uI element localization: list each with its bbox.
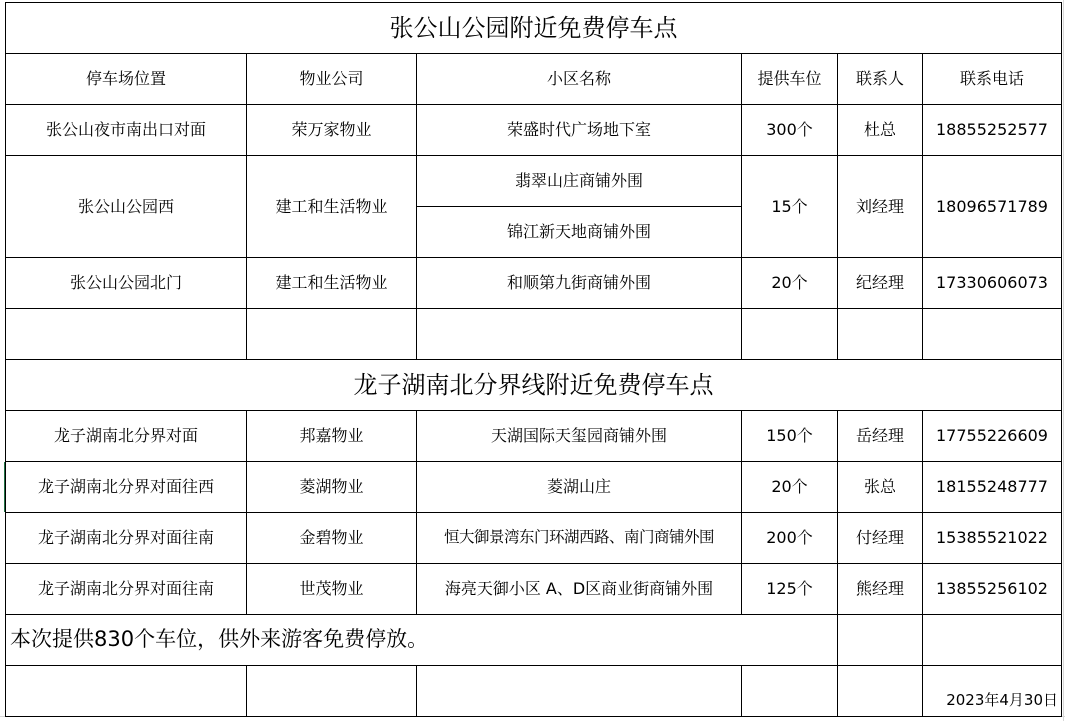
empty-cell[interactable] [247, 309, 417, 360]
empty-cell[interactable] [923, 615, 1062, 666]
cell-contact[interactable]: 张总 [838, 462, 923, 513]
cell-company[interactable]: 建工和生活物业 [247, 156, 417, 258]
cell-community[interactable]: 海亮天御小区 A、D区商业街商铺外围 [417, 564, 742, 615]
cell-phone[interactable]: 17330606073 [923, 258, 1062, 309]
cell-contact[interactable]: 岳经理 [838, 411, 923, 462]
cell-contact[interactable]: 纪经理 [838, 258, 923, 309]
empty-cell[interactable] [838, 309, 923, 360]
cell-community[interactable]: 锦江新天地商铺外围 [417, 207, 742, 258]
cell-spaces[interactable]: 125个 [742, 564, 838, 615]
cell-location[interactable]: 张公山公园西 [6, 156, 247, 258]
empty-row [6, 309, 1062, 360]
empty-cell[interactable] [417, 309, 742, 360]
cell-community[interactable]: 天湖国际天玺园商铺外围 [417, 411, 742, 462]
cell-spaces[interactable]: 200个 [742, 513, 838, 564]
cell-location[interactable]: 张公山夜市南出口对面 [6, 105, 247, 156]
cell-phone[interactable]: 18096571789 [923, 156, 1062, 258]
parking-table [5, 2, 1062, 717]
cell-community[interactable]: 恒大御景湾东门环湖西路、南门商铺外围 [417, 513, 742, 564]
cell-phone[interactable]: 13855256102 [923, 564, 1062, 615]
cell-contact[interactable]: 杜总 [838, 105, 923, 156]
date-cell[interactable]: 2023年4月30日 [923, 666, 1062, 717]
empty-cell[interactable] [838, 615, 923, 666]
empty-cell[interactable] [247, 666, 417, 717]
cell-phone[interactable]: 17755226609 [923, 411, 1062, 462]
cell-location[interactable]: 龙子湖南北分界对面往南 [6, 513, 247, 564]
cell-community[interactable]: 翡翠山庄商铺外围 [417, 156, 742, 207]
empty-cell[interactable] [742, 309, 838, 360]
empty-cell[interactable] [6, 666, 247, 717]
cell-community[interactable]: 和顺第九街商铺外围 [417, 258, 742, 309]
empty-cell[interactable] [838, 666, 923, 717]
summary-note[interactable]: 本次提供830个车位，供外来游客免费停放。 [6, 615, 838, 666]
cell-spaces[interactable]: 150个 [742, 411, 838, 462]
cell-company[interactable]: 荣万家物业 [247, 105, 417, 156]
section-title-longzihu[interactable]: 龙子湖南北分界线附近免费停车点 [6, 360, 1062, 411]
cell-contact[interactable]: 付经理 [838, 513, 923, 564]
gridline [1063, 0, 1064, 721]
header-company[interactable]: 物业公司 [247, 54, 417, 105]
cell-spaces[interactable]: 15个 [742, 156, 838, 258]
empty-cell[interactable] [742, 666, 838, 717]
cell-community[interactable]: 菱湖山庄 [417, 462, 742, 513]
cell-phone[interactable]: 15385521022 [923, 513, 1062, 564]
header-row [6, 54, 1062, 105]
cell-community[interactable]: 荣盛时代广场地下室 [417, 105, 742, 156]
cell-location[interactable]: 龙子湖南北分界对面往西 [6, 462, 247, 513]
cell-company[interactable]: 建工和生活物业 [247, 258, 417, 309]
header-phone[interactable]: 联系电话 [923, 54, 1062, 105]
table-row [6, 513, 1062, 564]
cell-company[interactable]: 世茂物业 [247, 564, 417, 615]
empty-cell[interactable] [923, 309, 1062, 360]
cell-phone[interactable]: 18855252577 [923, 105, 1062, 156]
cell-contact[interactable]: 刘经理 [838, 156, 923, 258]
note-row [6, 615, 1062, 666]
table-row [6, 258, 1062, 309]
table-row [6, 462, 1062, 513]
cell-spaces[interactable]: 20个 [742, 462, 838, 513]
table-row [6, 105, 1062, 156]
header-spaces[interactable]: 提供车位 [742, 54, 838, 105]
empty-cell[interactable] [6, 309, 247, 360]
cell-location[interactable]: 龙子湖南北分界对面往南 [6, 564, 247, 615]
cell-location[interactable]: 张公山公园北门 [6, 258, 247, 309]
cell-spaces[interactable]: 20个 [742, 258, 838, 309]
table-row [6, 411, 1062, 462]
date-row [6, 666, 1062, 717]
cell-phone[interactable]: 18155248777 [923, 462, 1062, 513]
empty-cell[interactable] [417, 666, 742, 717]
header-community[interactable]: 小区名称 [417, 54, 742, 105]
cell-spaces[interactable]: 300个 [742, 105, 838, 156]
header-location[interactable]: 停车场位置 [6, 54, 247, 105]
cell-company[interactable]: 菱湖物业 [247, 462, 417, 513]
section-title-zhanggongshan[interactable]: 张公山公园附近免费停车点 [6, 3, 1062, 54]
table-row [6, 156, 1062, 207]
cell-location[interactable]: 龙子湖南北分界对面 [6, 411, 247, 462]
cell-company[interactable]: 金碧物业 [247, 513, 417, 564]
cell-company[interactable]: 邦嘉物业 [247, 411, 417, 462]
cell-contact[interactable]: 熊经理 [838, 564, 923, 615]
header-contact[interactable]: 联系人 [838, 54, 923, 105]
table-row [6, 564, 1062, 615]
